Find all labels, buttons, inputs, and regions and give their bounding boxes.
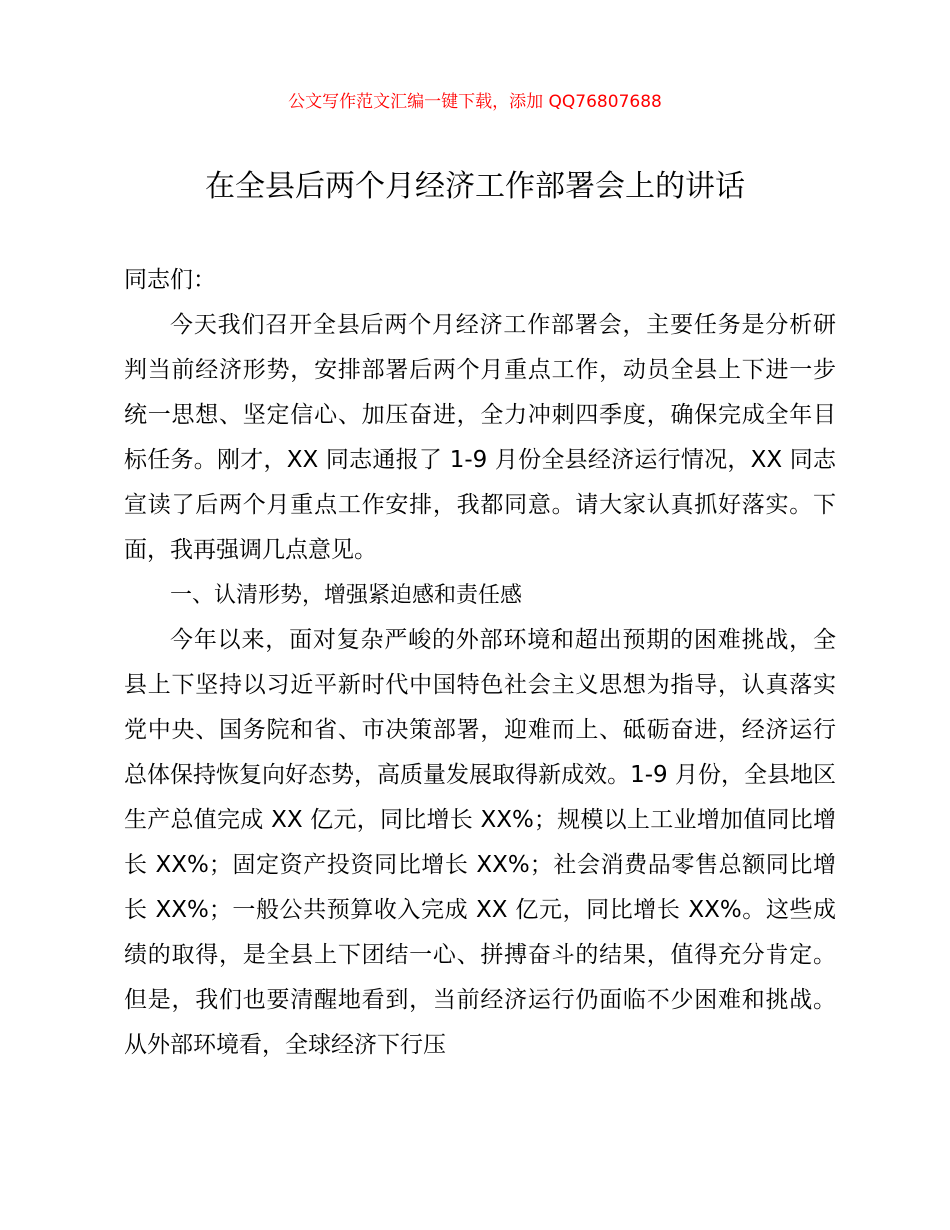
paragraph-intro: 今天我们召开全县后两个月经济工作部署会，主要任务是分析研判当前经济形势，安排部署后两个月重点工作，动员全县上下进一步统一思想、坚定信心、加压奋进，全力冲刺四季度，确保完成全年目标任务。刚才，XX 同志通报了 1-9 月份全县经济运行情况，XX 同志宣读了后两个月重点工作安排，我都同意。请大家认真抓好落实。下面，我再强调几点意见。 [124, 312, 836, 563]
document-title: 在全县后两个月经济工作部署会上的讲话 [205, 169, 745, 204]
salutation: 同志们： [124, 267, 216, 293]
document-body [124, 258, 836, 1068]
section-heading-1: 一、认清形势，增强紧迫感和责任感 [170, 583, 523, 608]
header-note: 公文写作范文汇编一键下载，添加 QQ76807688 [288, 92, 662, 112]
paragraph-situation: 今年以来，面对复杂严峻的外部环境和超出预期的困难挑战，全县上下坚持以习近平新时代中国特色社会主义思想为指导，认真落实党中央、国务院和省、市决策部署，迎难而上、砥砺奋进，经济运行总体保持恢复向好态势，高质量发展取得新成效。1-9 月份，全县地区生产总值完成 XX 亿元，同比增长 XX%；规模以上工业增加值同比增长 XX%；固定资产投资同比增长 XX%；社会消费品零售总额同比增长 XX%；一般公共预算收入完成 XX 亿元，同比增长 XX%。这些成绩的取得，是全县上下团结一心、拼搏奋斗的结果，值得充分肯定。但是，我们也要清醒地看到，当前经济运行仍面临不少困难和挑战。从外部环境看，全球经济下行压 [124, 627, 836, 1058]
